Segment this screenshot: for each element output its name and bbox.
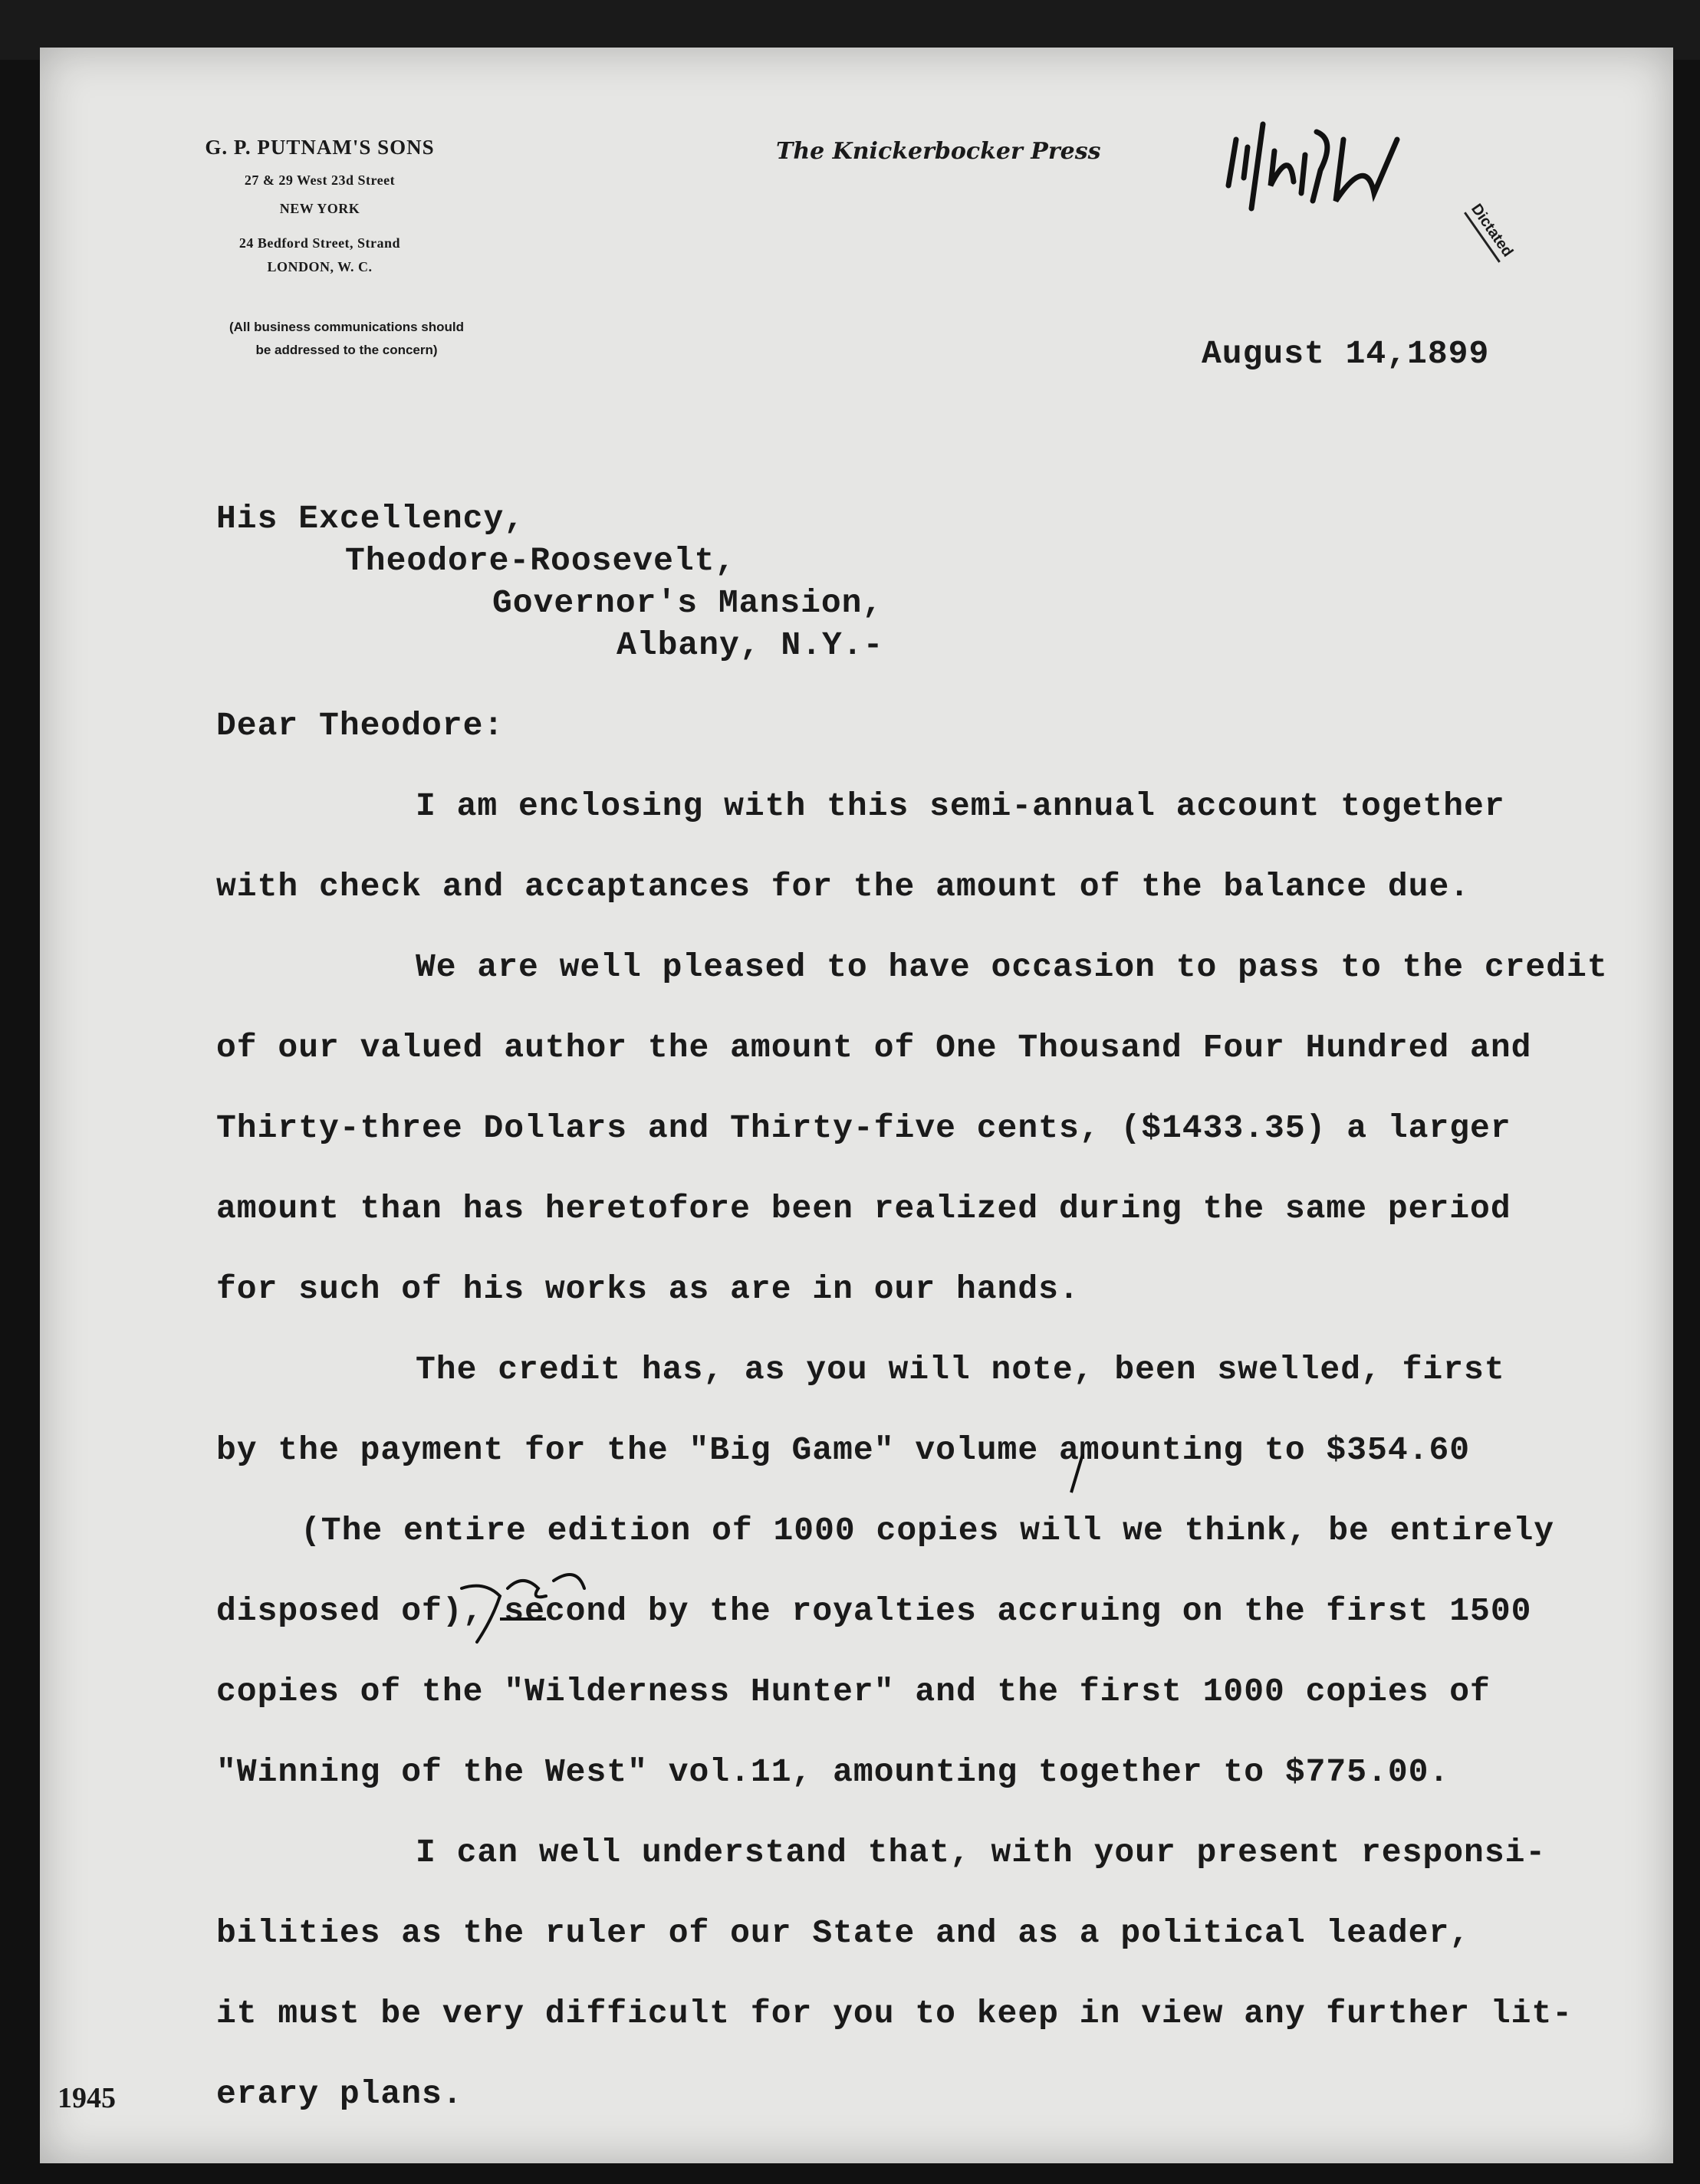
body-line: "Winning of the West" vol.11, amounting together to $775.00. — [216, 1753, 1450, 1791]
addressee-line-1: His Excellency, — [216, 500, 525, 537]
handwritten-and-insertion — [454, 1565, 607, 1650]
addressee-line-2: Theodore-Roosevelt, — [345, 542, 736, 580]
body-line: We are well pleased to have occasion to pass to the credit — [416, 948, 1608, 986]
body-line: Thirty-three Dollars and Thirty-five cents, ($1433.35) a larger — [216, 1109, 1511, 1147]
letterhead-note-1: (All business communications should — [229, 320, 465, 334]
body-line: of our valued author the amount of One Thousand Four Hundred and — [216, 1029, 1532, 1066]
body-line: I am enclosing with this semi-annual account together — [416, 787, 1505, 825]
salutation: Dear Theodore: — [216, 707, 505, 744]
body-line: with check and accaptances for the amount of the balance due. — [216, 868, 1471, 905]
body-line: copies of the "Wilderness Hunter" and the first 1000 copies of — [216, 1673, 1491, 1710]
addressee-line-4: Albany, N.Y.- — [617, 626, 884, 664]
addressee-line-3: Governor's Mansion, — [492, 584, 883, 622]
body-line: (The entire edition of 1000 copies will we think, be entirely — [301, 1512, 1555, 1549]
body-line: amount than has heretofore been realized during the same period — [216, 1190, 1511, 1227]
letterhead-address-ny-2: NEW YORK — [279, 201, 360, 216]
letter-page — [40, 48, 1673, 2163]
body-line: by the payment for the "Big Game" volume amounting to $354.60 — [216, 1431, 1471, 1469]
letter-date: August 14,1899 — [1202, 335, 1490, 373]
letterhead-address-ny-1: 27 & 29 West 23d Street — [244, 172, 396, 188]
letterhead-note-2: be addressed to the concern) — [255, 343, 438, 357]
dictated-stamp: Dictated — [1464, 201, 1516, 263]
body-line: it must be very difficult for you to keep in view any further lit- — [216, 1995, 1573, 2032]
handwritten-comma-mark — [1060, 1450, 1090, 1496]
body-line: for such of his works as are in our hands. — [216, 1270, 1080, 1308]
letterhead-address-london-1: 24 Bedford Street, Strand — [238, 235, 401, 251]
page-number: 1945 — [58, 2082, 116, 2114]
body-line: erary plans. — [216, 2075, 463, 2113]
body-line: I can well understand that, with your present responsi- — [416, 1834, 1547, 1871]
body-line: bilities as the ruler of our State and as a political leader, — [216, 1914, 1471, 1952]
letterhead-address-london-2: LONDON, W. C. — [267, 259, 373, 274]
body-line: The credit has, as you will note, been swelled, first — [416, 1351, 1505, 1388]
letterhead-press: The Knickerbocker Press — [776, 138, 1101, 165]
letterhead-company: G. P. PUTNAM'S SONS — [205, 136, 435, 159]
body-line: disposed of), second by the royalties accruing on the first 1500 — [216, 1592, 1532, 1630]
handwritten-annotation — [1221, 109, 1412, 224]
